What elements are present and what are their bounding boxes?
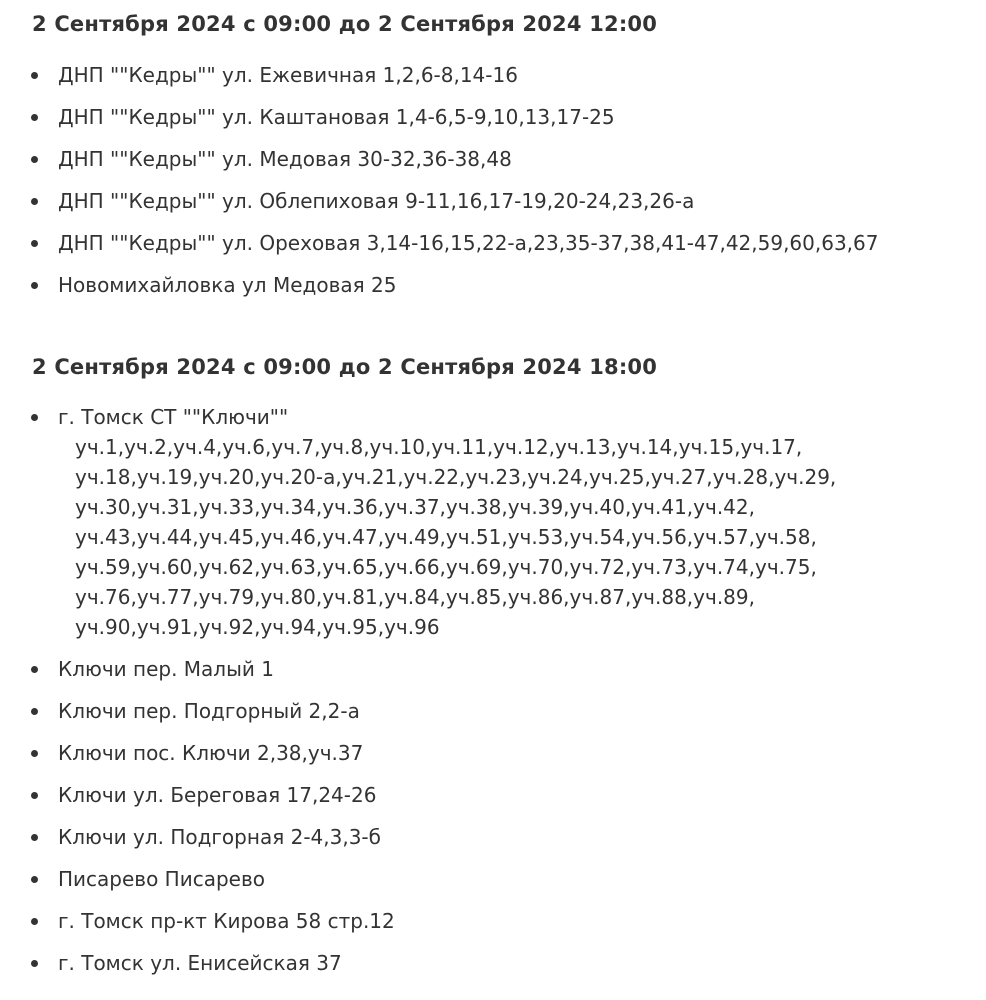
list-item [0, 906, 986, 936]
plot-numbers [58, 432, 986, 642]
list-item [0, 228, 986, 258]
bullet-icon [31, 960, 38, 967]
bullet-icon [31, 666, 38, 673]
list-item [0, 864, 986, 894]
address-text: Ключи пер. Малый 1 [58, 657, 274, 681]
list-item [0, 948, 986, 978]
bullet-icon [31, 708, 38, 715]
list-item [0, 270, 986, 300]
plot-numbers-line: уч.76,уч.77,уч.79,уч.80,уч.81,уч.84,уч.85,уч.86,уч.87,уч.88,уч.89, [75, 585, 755, 609]
list-item [0, 738, 986, 768]
address-text: ДНП ""Кедры"" ул. Ежевичная 1,2,6-8,14-16 [58, 63, 518, 87]
bullet-icon [31, 240, 38, 247]
plot-numbers-line: уч.43,уч.44,уч.45,уч.46,уч.47,уч.49,уч.51,уч.53,уч.54,уч.56,уч.57,уч.58, [75, 525, 817, 549]
bullet-icon [31, 156, 38, 163]
bullet-icon [31, 876, 38, 883]
bullet-icon [31, 792, 38, 799]
section-title-2: 2 Сентября 2024 с 09:00 до 2 Сентября 2024 18:00 [32, 355, 658, 379]
address-text: Новомихайловка ул Медовая 25 [58, 273, 397, 297]
list-item [0, 696, 986, 726]
section-title-1: 2 Сентября 2024 с 09:00 до 2 Сентября 2024 12:00 [32, 12, 658, 36]
address-text: г. Томск ул. Енисейская 37 [58, 951, 342, 975]
list-item [0, 186, 986, 216]
list-item [0, 60, 986, 90]
plot-numbers-line: уч.18,уч.19,уч.20,уч.20-а,уч.21,уч.22,уч.23,уч.24,уч.25,уч.27,уч.28,уч.29, [75, 465, 837, 489]
address-text: Ключи ул. Подгорная 2-4,3,3-б [58, 825, 381, 849]
plot-numbers-line: уч.59,уч.60,уч.62,уч.63,уч.65,уч.66,уч.69,уч.70,уч.72,уч.73,уч.74,уч.75, [75, 555, 817, 579]
bullet-icon [31, 834, 38, 841]
address-text: Ключи ул. Береговая 17,24-26 [58, 783, 377, 807]
plot-numbers-line: уч.1,уч.2,уч.4,уч.6,уч.7,уч.8,уч.10,уч.11,уч.12,уч.13,уч.14,уч.15,уч.17, [75, 435, 803, 459]
list-item [0, 780, 986, 810]
list-item [0, 102, 986, 132]
list-item [0, 654, 986, 684]
address-text: г. Томск СТ ""Ключи"" [58, 405, 289, 429]
bullet-icon [31, 282, 38, 289]
plot-numbers-line: уч.30,уч.31,уч.33,уч.34,уч.36,уч.37,уч.38,уч.39,уч.40,уч.41,уч.42, [75, 495, 755, 519]
bullet-icon [31, 750, 38, 757]
address-text: ДНП ""Кедры"" ул. Каштановая 1,4-6,5-9,10,13,17-25 [58, 105, 615, 129]
list-item [0, 144, 986, 174]
plot-numbers-line: уч.90,уч.91,уч.92,уч.94,уч.95,уч.96 [75, 615, 440, 639]
address-text: г. Томск пр-кт Кирова 58 стр.12 [58, 909, 395, 933]
bullet-icon [31, 72, 38, 79]
bullet-icon [31, 198, 38, 205]
address-list-1 [0, 60, 986, 312]
address-text: Писарево Писарево [58, 867, 265, 891]
list-item-garden-plots [0, 402, 986, 642]
address-text: ДНП ""Кедры"" ул. Ореховая 3,14-16,15,22-а,23,35-37,38,41-47,42,59,60,63,67 [58, 231, 879, 255]
bullet-icon [31, 414, 38, 421]
address-list-2 [0, 402, 986, 990]
address-text: ДНП ""Кедры"" ул. Облепиховая 9-11,16,17-19,20-24,23,26-а [58, 189, 695, 213]
address-text: ДНП ""Кедры"" ул. Медовая 30-32,36-38,48 [58, 147, 512, 171]
address-text: Ключи пер. Подгорный 2,2-а [58, 699, 360, 723]
bullet-icon [31, 918, 38, 925]
bullet-icon [31, 114, 38, 121]
address-text: Ключи пос. Ключи 2,38,уч.37 [58, 741, 364, 765]
list-item [0, 822, 986, 852]
